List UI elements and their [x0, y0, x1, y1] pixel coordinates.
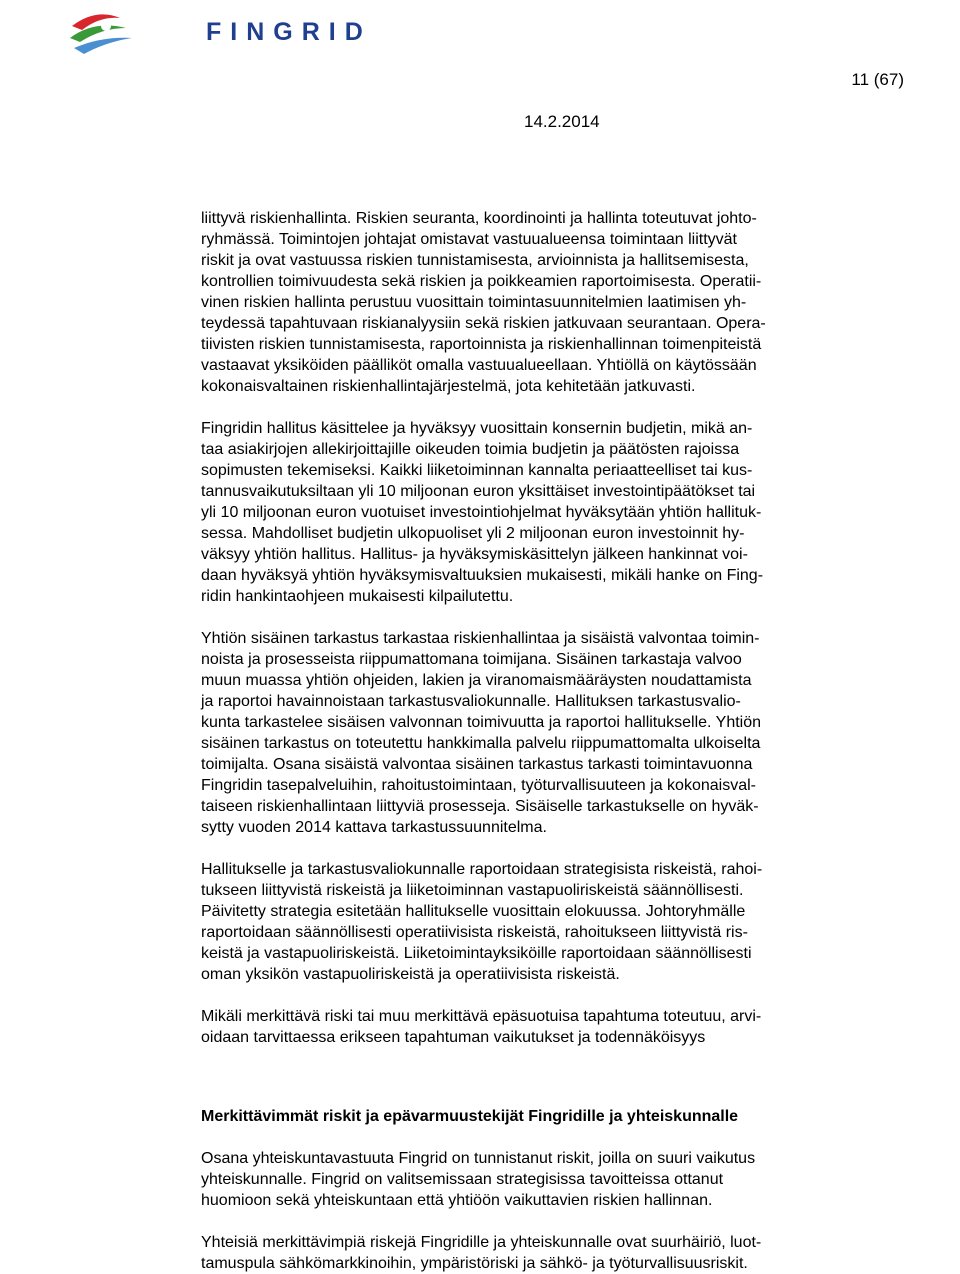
paragraph: Fingridin hallitus käsittelee ja hyväksyy vuosittain konsernin budjetin, mikä an- taa asiakirjojen allekirjoittajille oikeuden toimia budjetin ja päätösten rajoissa sopimusten tekemiseksi. Kaikki liiketoiminnan kannalta periaatteelliset tai kus- tannusvaikutuksiltaan yli 10 miljoonan euron yksittäiset investointipäätökset tai yli 10 miljoonan euron vuotuiset investointiohjelmat hyväksytään yhtiön hallituk- sessa. Mahdolliset budjetin ulkopuoliset yli 2 miljoonan euron investoinnit hy- väksyy yhtiön hallitus. Hallitus- ja hyväksymiskäsittelyn jälkeen hankinnat voi- daan hyväksyä yhtiön hyväksymisvaltuuksien mukaisesti, mikäli hanke on Fing- ridin hankintaohjeen mukaisesti kilpailutettu. [201, 420, 764, 605]
fingrid-emblem-icon [66, 4, 146, 60]
paragraph: Yhtiön sisäinen tarkastus tarkastaa riskienhallintaa ja sisäistä valvontaa toimin- noista ja prosesseista riippumattomana toimijana. Sisäinen tarkastaja valvoo muun muassa yhtiön ohjeiden, lakien ja viranomaismääräysten noudattamista ja raportoi havainnoistaan tarkastusvaliokunnalle. Hallituksen tarkastusvalio- kunta tarkastelee sisäisen valvonnan toimivuutta ja raportoi hallitukselle. Yhtiön sisäinen tarkastus on toteutettu hankkimalla palvelu riippumattomalta ulkoiselta toimijalta. Osana sisäistä valvontaa sisäinen tarkastus tarkasti toimintavuonna Fingridin tasepalveluihin, rahoitustoimintaan, työturvallisuuteen ja kokonaisval- taiseen riskienhallintaan liittyviä prosesseja. Sisäiselle tarkastukselle on hyväk- sytty vuoden 2014 kattava tarkastussuunnitelma. [201, 630, 762, 836]
logo-wordmark: FINGRID [206, 18, 372, 46]
paragraph: Mikäli merkittävä riski tai muu merkittävä epäsuotuisa tapahtuma toteutuu, arvi- oidaan tarvittaessa erikseen tapahtuman vaikutukset ja todennäköisyys [201, 1008, 762, 1046]
section-heading: Merkittävimmät riskit ja epävarmuustekijät Fingridille ja yhteiskunnalle [201, 1108, 739, 1125]
company-logo [66, 4, 372, 60]
paragraph: Osana yhteiskuntavastuuta Fingrid on tunnistanut riskit, joilla on suuri vaikutus yhteiskunnalle. Fingrid on valitsemissaan strategisissa tavoitteissa ottanut huomioon sekä yhteiskuntaan että yhtiöön vaikuttavien riskien hallinnan. [201, 1150, 756, 1209]
document-date: 14.2.2014 [524, 112, 600, 131]
paragraph: liittyvä riskienhallinta. Riskien seuranta, koordinointi ja hallinta toteutuvat johto- ryhmässä. Toimintojen johtajat omistavat vastuualueensa toimintaan liittyvät riskit ja ovat vastuussa riskien tunnistamisesta, arvioinnista ja hallitsemisesta, kontrollien toimivuudesta sekä riskien ja poikkeamien raportoimisesta. Operatii- vinen riskien hallinta perustuu vuosittain toimintasuunnitelmien laatimisen yh- teydessä tapahtuvaan riskianalyysiin sekä riskien jatkuvaan seurantaan. Opera- tiivisten riskien tunnistamisesta, raportoinnista ja riskienhallinnan toimenpiteistä vastaavat yksiköiden päälliköt omalla vastuualueellaan. Yhtiöllä on käytössään kokonaisvaltainen riskienhallintajärjestelmä, jota kehitetään jatkuvasti. [201, 210, 766, 395]
document-body [201, 208, 846, 1274]
paragraph: Hallitukselle ja tarkastusvaliokunnalle raportoidaan strategisista riskeistä, rahoi- tukseen liittyvistä riskeistä ja liiketoiminnan vastapuoliriskeistä säännöllisesti. Päivitetty strategia esitetään hallitukselle vuosittain elokuussa. Johtoryhmälle raportoidaan säännöllisesti operatiivisista riskeistä, rahoitukseen liittyvistä ris- keistä ja vastapuoliriskeistä. Liiketoimintayksiköille raportoidaan säännöllisesti oman yksikön vastapuoliriskeistä ja operatiivisista riskeistä. [201, 861, 763, 983]
paragraph: Yhteisiä merkittävimpiä riskejä Fingridille ja yhteiskunnalle ovat suurhäiriö, luot- tamuspula sähkömarkkinoihin, ympäristöriski ja sähkö- ja työturvallisuusriskit. [201, 1234, 762, 1272]
page-number: 11 (67) [851, 70, 904, 89]
